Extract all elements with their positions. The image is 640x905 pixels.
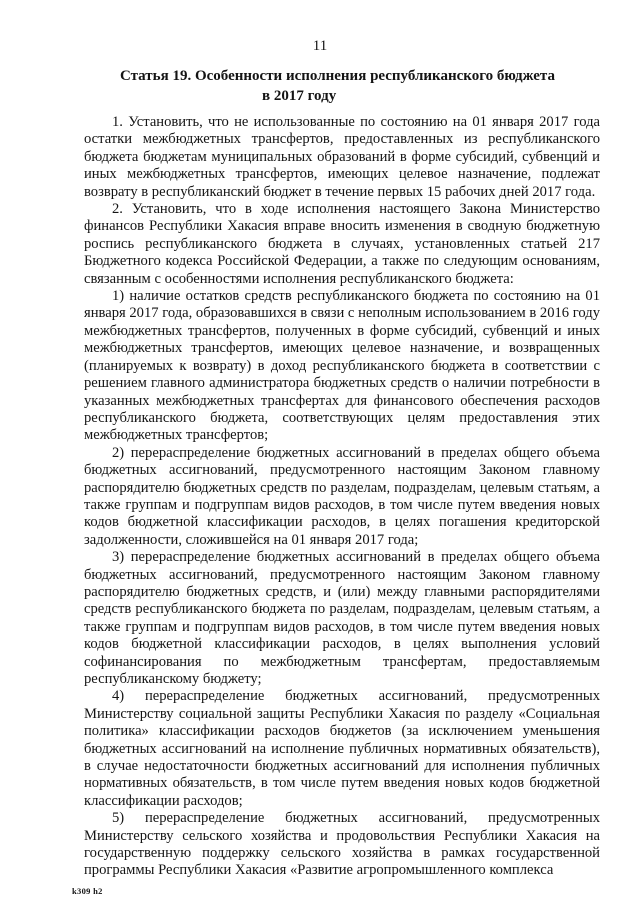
article-heading <box>120 66 580 106</box>
list-item-3: 3) перераспределение бюджетных ассигнований в пределах общего объема бюджетных ассигнований, предусмотренного настоящим Законом главному распорядителю бюджетных средств, и (или) между главными распорядителями средств республиканского бюджета по разделам, подразделам, целевым статьям, а также группам и подгруппам видов расходов, в том числе путем введения новых кодов бюджетной классификации расходов, в целях выполнения условий софинансирования по межбюджетным трансфертам, предоставляемым республиканскому бюджету; <box>84 549 600 687</box>
article-title-line2: в 2017 году <box>262 88 337 104</box>
article-title-line1: Статья 19. Особенности исполнения республиканского бюджета <box>120 68 555 84</box>
list-item-1: 1) наличие остатков средств республиканского бюджета по состоянию на 01 января 2017 года, образовавшихся в связи с неполным использованием в 2016 году межбюджетных трансфертов, полученных в форме субсидий, субвенций и иных межбюджетных трансфертов, имеющих целевое назначение, и возвращенных (планируемых к возврату) в доход республиканского бюджета в соответствии с решением главного администратора бюджетных средств о наличии потребности в указанных межбюджетных трансфертах для финансового обеспечения расходов республиканского бюджета, соответствующих целям предоставления этих межбюджетных трансфертов; <box>84 288 600 444</box>
footer-code: k309 h2 <box>72 886 103 896</box>
paragraph-2: 2. Установить, что в ходе исполнения настоящего Закона Министерство финансов Республики Хакасия вправе вносить изменения в сводную бюджетную роспись республиканского бюджета в случаях, установленных статьей 217 Бюджетного кодекса Российской Федерации, а также по следующим основаниям, связанным с особенностями исполнения республиканского бюджета: <box>84 201 600 287</box>
list-item-5: 5) перераспределение бюджетных ассигнований, предусмотренных Министерству сельского хозяйства и продовольствия Республики Хакасия на государственную поддержку сельского хозяйства в рамках государственной программы Республики Хакасия «Развитие агропромышленного комплекса <box>84 810 600 879</box>
list-item-2: 2) перераспределение бюджетных ассигнований в пределах общего объема бюджетных ассигнований, предусмотренного настоящим Законом главному распорядителю бюджетных средств по разделам, подразделам, целевым статьям, а также группам и подгруппам видов расходов, в том числе путем введения новых кодов бюджетной классификации расходов, в целях погашения кредиторской задолженности, сложившейся на 01 января 2017 года; <box>84 444 600 548</box>
article-body <box>84 114 600 880</box>
page-number: 11 <box>312 38 328 54</box>
list-item-4: 4) перераспределение бюджетных ассигнований, предусмотренных Министерству социальной защиты Республики Хакасия по разделу «Социальная политика» классификации расходов бюджетов (за исключением уменьшения бюджетных ассигнований на исполнение публичных нормативных обязательств), в случае недостаточности бюджетных ассигнований для исполнения публичных нормативных обязательств, в том числе путем введения новых кодов бюджетной классификации расходов; <box>84 688 600 809</box>
paragraph-1: 1. Установить, что не использованные по состоянию на 01 января 2017 года остатки межбюджетных трансфертов, предоставленных из республиканского бюджета бюджетам муниципальных образований в форме субсидий, субвенций и иных межбюджетных трансфертов, имеющих целевое назначение, подлежат возврату в республиканский бюджет в течение первых 15 рабочих дней 2017 года. <box>84 114 600 200</box>
